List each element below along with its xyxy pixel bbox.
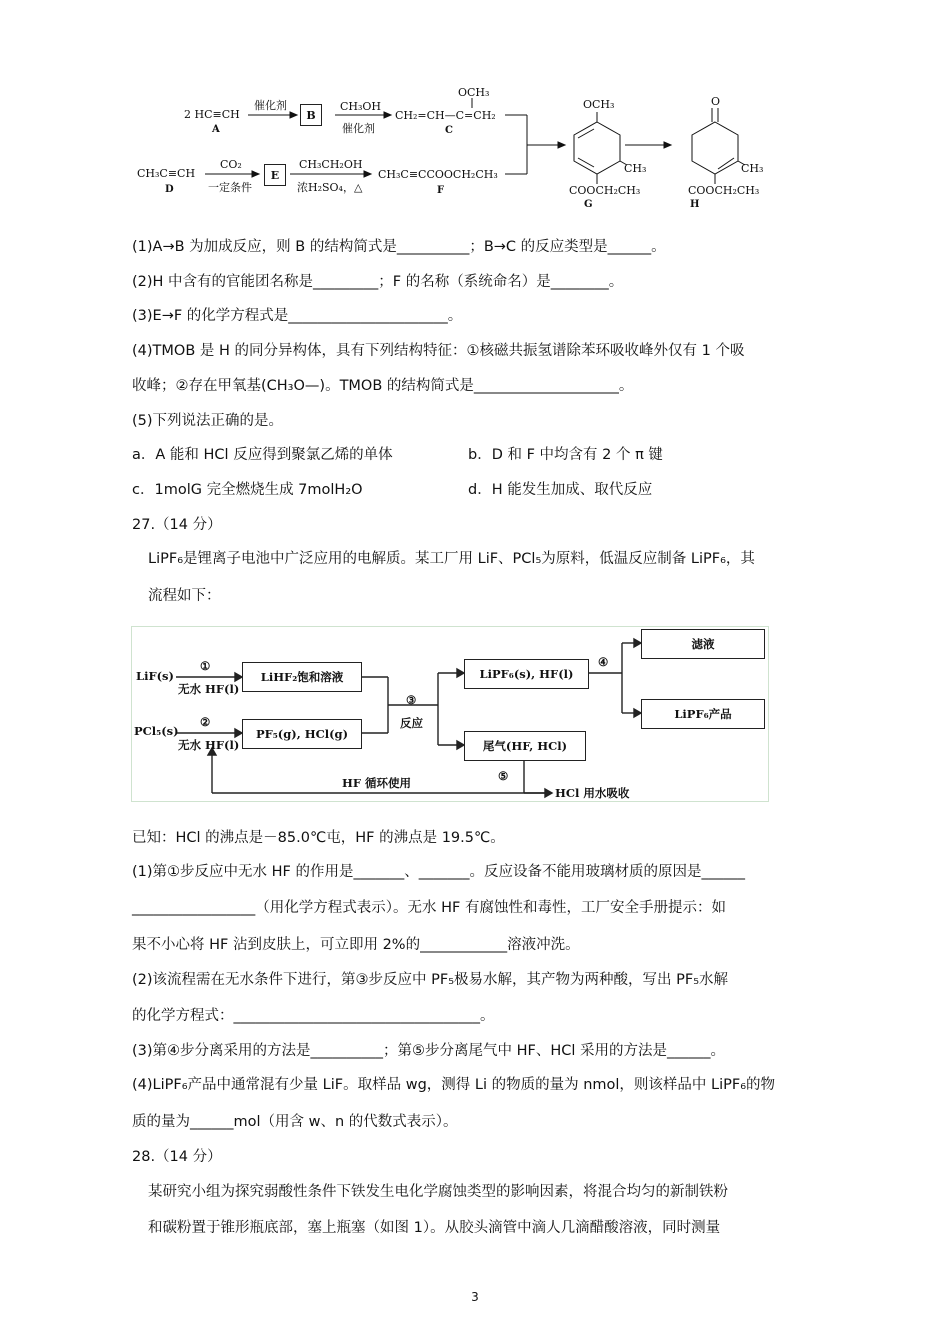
reactant-d: CH₃C≡CH [137, 167, 196, 180]
q26-line-2: (2)H 中含有的官能团名称是_________；F 的名称（系统命名）是________。 [132, 274, 624, 290]
q27-para-1: LiPF₆是锂离子电池中广泛应用的电解质。某工厂用 LiF、PCl₅为原料，低温反应制备 LiPF₆，其 [148, 551, 755, 567]
label-d: D [165, 184, 174, 195]
g-ester: COOCH₂CH₃ [569, 184, 641, 197]
label-f: F [437, 185, 445, 196]
flow-react: 反应 [400, 716, 423, 730]
q27-line-5: 的化学方程式：__________________________________。 [132, 1008, 495, 1024]
q27-line-8: 质的量为______mol（用含 w、n 的代数式表示）。 [132, 1114, 458, 1130]
q27-line-6: (3)第④步分离采用的方法是__________；第⑤步分离尾气中 HF、HCl 采用的方法是______。 [132, 1043, 726, 1059]
flow-box-lihf2: LiHF₂饱和溶液 [242, 662, 362, 692]
flow-box-filtrate: 滤液 [641, 629, 765, 659]
box-b: B [300, 104, 322, 126]
reagent-3: CO₂ [220, 158, 242, 171]
flow-hf-1: 无水 HF(l) [178, 682, 240, 696]
h-o: O [711, 95, 721, 108]
flow-step-2: ② [200, 715, 211, 729]
flow-step-1: ① [200, 659, 211, 673]
q26-line-1: (1)A→B 为加成反应，则 B 的结构简式是__________；B→C 的反应类型是______。 [132, 239, 666, 255]
q26-line-5: 收峰；②存在甲氧基(CH₃O—)。TMOB 的结构简式是____________________。 [132, 378, 634, 394]
q26-line-4: (4)TMOB 是 H 的同分异构体，具有下列结构特征：①核磁共振氢谱除苯环吸收峰外仅有 1 个吸 [132, 343, 745, 359]
flow-step-4: ④ [598, 655, 609, 669]
q26-option-c: c．1molG 完全燃烧生成 7molH₂O [132, 482, 363, 498]
flow-pcl5: PCl₅(s) [134, 724, 179, 738]
flow-diagram [131, 626, 769, 802]
q27-line-2: _________________（用化学方程式表示）。无水 HF 有腐蚀性和毒性，工厂安全手册提示：如 [132, 900, 726, 916]
q27-para-2: 流程如下： [148, 588, 221, 604]
q26-option-d: d．H 能发生加成、取代反应 [468, 482, 653, 498]
reagent-2: CH₃OH [340, 100, 382, 113]
page-number: 3 [471, 1290, 479, 1304]
q27-line-4: (2)该流程需在无水条件下进行，第③步反应中 PF₅极易水解，其产物为两种酸，写出 PF₅水解 [132, 972, 729, 988]
box-e: E [264, 164, 286, 186]
flow-absorb: HCl 用水吸收 [555, 786, 630, 800]
q28-para-1: 某研究小组为探究弱酸性条件下铁发生电化学腐蚀类型的影响因素，将混合均匀的新制铁粉 [148, 1184, 728, 1200]
q27-line-1: (1)第①步反应中无水 HF 的作用是_______、_______。反应设备不能用玻璃材质的原因是______ [132, 864, 745, 880]
g-och3: OCH₃ [583, 98, 615, 111]
q26-option-b: b．D 和 F 中均含有 2 个 π 键 [468, 447, 663, 463]
reaction-scheme [0, 0, 950, 220]
q26-line-6: (5)下列说法正确的是。 [132, 413, 284, 429]
flow-hf-2: 无水 HF(l) [178, 738, 240, 752]
label-h: H [690, 199, 700, 210]
cond-1: 催化剂 [254, 99, 287, 112]
reactant-a: 2 HC≡CH [184, 108, 240, 121]
label-c: C [445, 125, 453, 136]
q27-heading: 27.（14 分） [132, 517, 222, 533]
cond-3: 一定条件 [208, 181, 252, 194]
flow-box-pf5: PF₅(g), HCl(g) [242, 719, 362, 749]
q28-para-2: 和碳粉置于锥形瓶底部，塞上瓶塞（如图 1）。从胶头滴管中滴人几滴醋酸溶液，同时测量 [148, 1220, 721, 1236]
h-ester: COOCH₂CH₃ [688, 184, 760, 197]
label-a: A [212, 124, 220, 135]
q27-known: 已知：HCl 的沸点是－85.0℃屯，HF 的沸点是 19.5℃。 [132, 830, 505, 846]
compound-c: CH₂=CH—C=CH₂ [395, 109, 496, 122]
q26-line-3: (3)E→F 的化学方程式是______________________。 [132, 308, 463, 324]
q27-line-3: 果不小心将 HF 沾到皮肤上，可立即用 2%的____________溶液冲洗。 [132, 937, 580, 953]
reagent-4: CH₃CH₂OH [299, 158, 363, 171]
cond-2: 催化剂 [342, 122, 375, 135]
flow-lif: LiF(s) [136, 669, 174, 683]
compound-f: CH₃C≡CCOOCH₂CH₃ [378, 168, 498, 181]
q28-heading: 28.（14 分） [132, 1149, 222, 1165]
label-g: G [584, 199, 593, 210]
g-ch3: CH₃ [624, 162, 647, 175]
flow-box-tailgas: 尾气(HF, HCl) [464, 731, 586, 761]
flow-recycle: HF 循环使用 [342, 776, 412, 790]
compound-c-sub: OCH₃ [458, 86, 490, 99]
cond-4: 浓H₂SO₄，△ [297, 181, 363, 194]
q27-line-7: (4)LiPF₆产品中通常混有少量 LiF。取样品 wg，测得 Li 的物质的量为 nmol，则该样品中 LiPF₆的物 [132, 1077, 776, 1093]
flow-box-lipf6-hf: LiPF₆(s), HF(l) [464, 659, 589, 689]
h-ch3: CH₃ [741, 162, 764, 175]
q26-option-a: a．A 能和 HCl 反应得到聚氯乙烯的单体 [132, 447, 393, 463]
flow-step-5: ⑤ [498, 769, 509, 783]
flow-box-product: LiPF₆产品 [641, 699, 765, 729]
flow-step-3: ③ [406, 693, 417, 707]
